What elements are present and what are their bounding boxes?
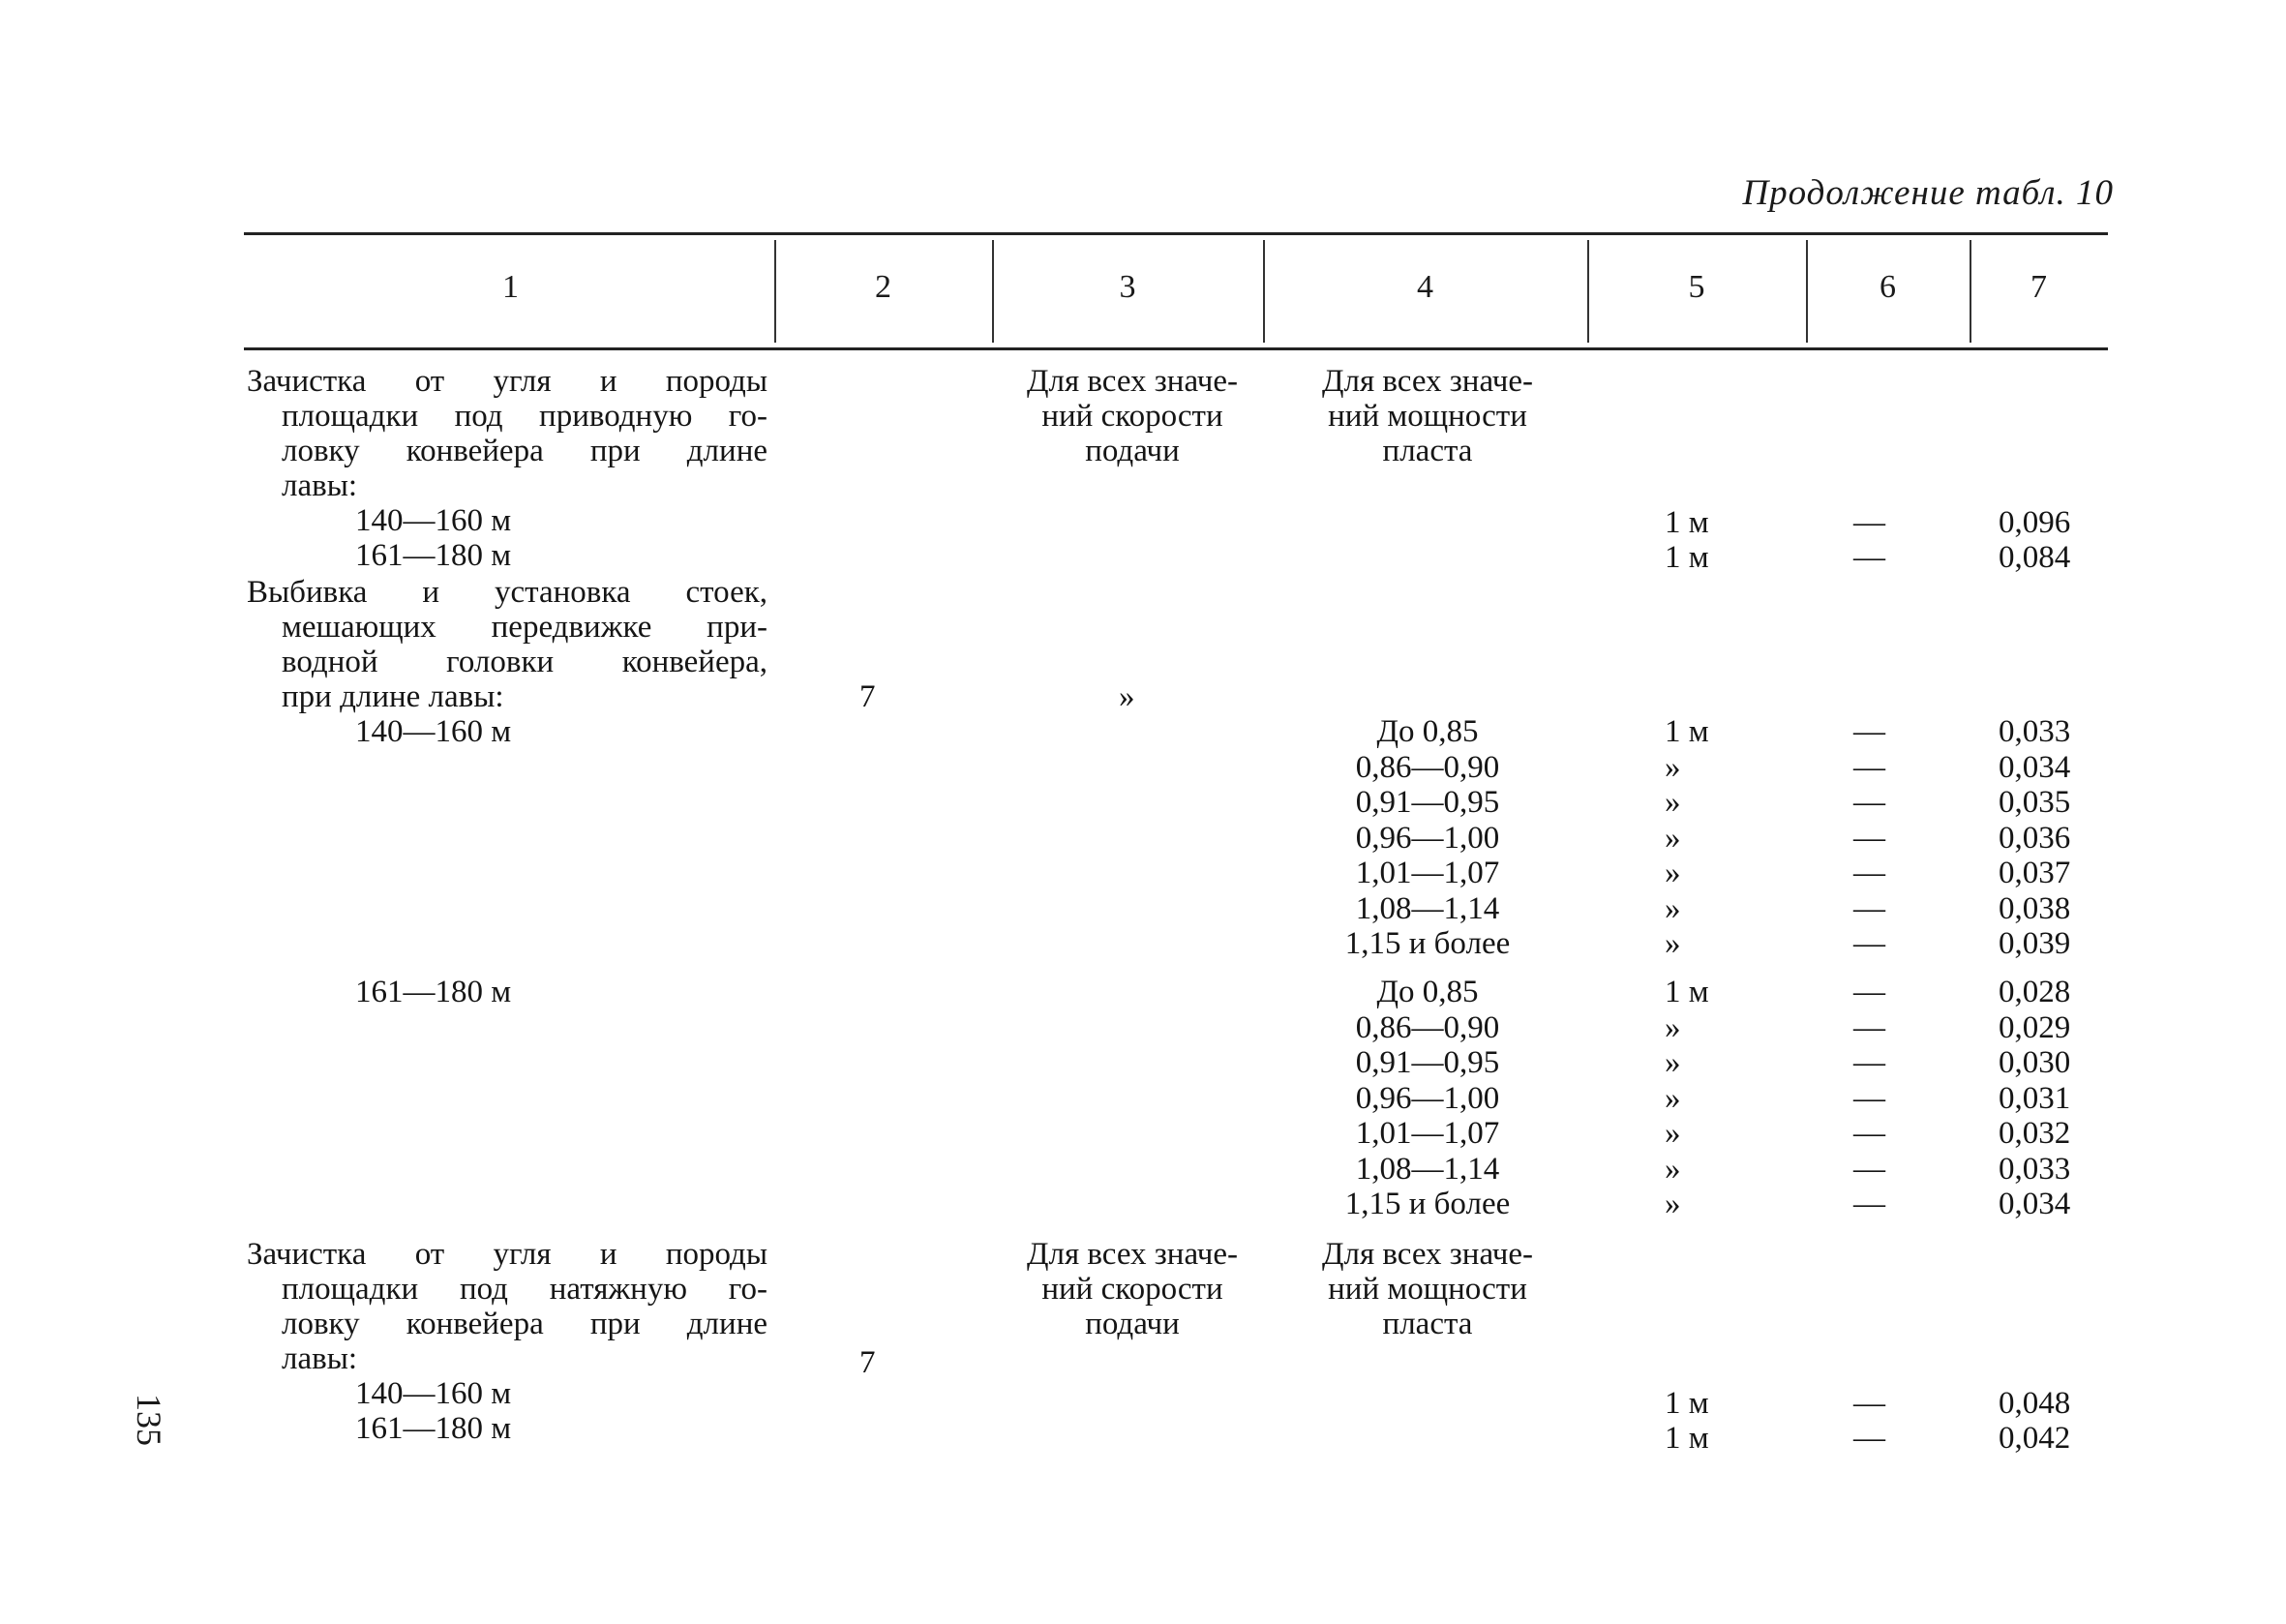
unit-cell: »: [1665, 1080, 1681, 1116]
table-caption: Продолжение табл. 10: [1742, 173, 2114, 213]
col2-value: 7: [859, 679, 876, 714]
dash-cell: —: [1853, 856, 1885, 890]
unit-cell: »: [1665, 1009, 1681, 1045]
header-col-3: 3: [1119, 269, 1136, 305]
length-label: 161—180 м: [355, 538, 512, 573]
header-col-4: 4: [1417, 269, 1433, 305]
col4-line: ний мощности: [1328, 1272, 1527, 1307]
unit-cell: 1 м: [1665, 1421, 1709, 1456]
dash-cell: —: [1853, 1116, 1885, 1151]
value-cell: 0,028: [1999, 975, 2071, 1009]
page-number: 135: [130, 1394, 168, 1446]
dash-cell: —: [1853, 540, 1885, 575]
thickness-cell: 0,91—0,95: [1355, 1045, 1500, 1080]
col2-value: 7: [859, 1345, 876, 1380]
value-cell: 0,030: [1999, 1045, 2071, 1080]
desc-line: ловку конвейера при длине: [282, 434, 767, 468]
desc-line: Выбивка и установка стоек,: [247, 575, 767, 610]
length-label: 161—180 м: [355, 975, 512, 1009]
dash-cell: —: [1853, 1421, 1885, 1456]
thickness-cell: 1,01—1,07: [1355, 1116, 1500, 1151]
desc-line: Зачистка от угля и породы: [247, 364, 767, 399]
thickness-cell: 0,96—1,00: [1355, 820, 1500, 856]
dash-cell: —: [1853, 785, 1885, 820]
dash-cell: —: [1853, 1187, 1885, 1221]
header-col-5: 5: [1688, 269, 1705, 305]
dash-cell: —: [1853, 1080, 1885, 1116]
unit-cell: »: [1665, 1151, 1681, 1187]
unit-cell: »: [1665, 820, 1681, 856]
value-cell: 0,096: [1999, 505, 2071, 540]
col3-ditto: »: [1119, 679, 1135, 714]
dash-cell: —: [1853, 1386, 1885, 1421]
desc-line: лавы:: [282, 1341, 358, 1376]
table-top-rule: [244, 232, 2108, 235]
value-cell: 0,029: [1999, 1009, 2071, 1045]
unit-cell: »: [1665, 890, 1681, 926]
desc-line: площадки под натяжную го-: [282, 1272, 767, 1307]
block1-description: [247, 364, 767, 573]
desc-line: площадки под приводную го-: [282, 399, 767, 434]
unit-cell: 1 м: [1665, 540, 1709, 575]
value-cell: 0,037: [1999, 856, 2071, 890]
col3-line: подачи: [1085, 434, 1180, 468]
unit-cell: »: [1665, 926, 1681, 961]
length-label: 140—160 м: [355, 503, 512, 538]
length-label: 140—160 м: [355, 1376, 512, 1411]
thickness-cell: 1,01—1,07: [1355, 856, 1500, 890]
block1-col3: [992, 364, 1273, 468]
dash-cell: —: [1853, 1151, 1885, 1187]
value-cell: 0,039: [1999, 926, 2071, 961]
dash-cell: —: [1853, 926, 1885, 961]
value-cell: 0,042: [1999, 1421, 2071, 1456]
length-label: 140—160 м: [355, 714, 512, 749]
col3-line: Для всех значе-: [1026, 1237, 1239, 1272]
unit-cell: »: [1665, 1116, 1681, 1151]
header-col-2: 2: [875, 269, 891, 305]
dash-cell: —: [1853, 1045, 1885, 1080]
dash-cell: —: [1853, 714, 1885, 749]
unit-cell: 1 м: [1665, 1386, 1709, 1421]
thickness-cell: 1,08—1,14: [1355, 890, 1500, 926]
col4-line: пласта: [1382, 434, 1473, 468]
dash-cell: —: [1853, 749, 1885, 785]
value-cell: 0,034: [1999, 1187, 2071, 1221]
col3-line: подачи: [1085, 1307, 1180, 1341]
thickness-cell: 0,86—0,90: [1355, 1009, 1500, 1045]
header-col-1: 1: [502, 269, 519, 305]
dash-cell: —: [1853, 505, 1885, 540]
value-cell: 0,036: [1999, 820, 2071, 856]
value-cell: 0,038: [1999, 890, 2071, 926]
thickness-cell: 1,15 и более: [1344, 926, 1511, 961]
unit-cell: 1 м: [1665, 975, 1709, 1009]
desc-line: ловку конвейера при длине: [282, 1307, 767, 1341]
value-cell: 0,048: [1999, 1386, 2071, 1421]
value-cell: 0,084: [1999, 540, 2071, 575]
thickness-cell: 0,91—0,95: [1355, 785, 1500, 820]
value-cell: 0,031: [1999, 1080, 2071, 1116]
dash-cell: —: [1853, 820, 1885, 856]
block1-col4: [1282, 364, 1573, 468]
thickness-cell: 0,86—0,90: [1355, 749, 1500, 785]
desc-line: при длине лавы:: [282, 679, 504, 714]
col4-line: пласта: [1382, 1307, 1473, 1341]
block3-col4: [1282, 1237, 1573, 1341]
unit-cell: 1 м: [1665, 714, 1709, 749]
unit-cell: »: [1665, 1045, 1681, 1080]
col3-line: ний скорости: [1041, 1272, 1223, 1307]
block3-description: [247, 1237, 767, 1446]
col3-line: Для всех значе-: [1026, 364, 1239, 399]
dash-cell: —: [1853, 975, 1885, 1009]
unit-cell: »: [1665, 856, 1681, 890]
value-cell: 0,033: [1999, 1151, 2071, 1187]
thickness-cell: 0,96—1,00: [1355, 1080, 1500, 1116]
block3-col3: [992, 1237, 1273, 1341]
value-cell: 0,034: [1999, 749, 2071, 785]
table-header-rule: [244, 347, 2108, 350]
unit-cell: »: [1665, 1187, 1681, 1221]
col3-line: ний скорости: [1041, 399, 1223, 434]
desc-line: лавы:: [282, 468, 358, 503]
header-col-7: 7: [2030, 269, 2047, 305]
desc-line: водной головки конвейера,: [282, 645, 767, 679]
col4-line: Для всех значе-: [1321, 1237, 1534, 1272]
thickness-cell: 1,15 и более: [1344, 1187, 1511, 1221]
dash-cell: —: [1853, 1009, 1885, 1045]
unit-cell: »: [1665, 785, 1681, 820]
unit-cell: 1 м: [1665, 505, 1709, 540]
thickness-cell: До 0,85: [1376, 714, 1479, 749]
dash-cell: —: [1853, 890, 1885, 926]
header-col-6: 6: [1880, 269, 1896, 305]
thickness-cell: До 0,85: [1376, 975, 1479, 1009]
block2-description: [247, 575, 767, 749]
value-cell: 0,035: [1999, 785, 2071, 820]
desc-line: Зачистка от угля и породы: [247, 1237, 767, 1272]
desc-line: мешающих передвижке при-: [282, 610, 767, 645]
col4-line: ний мощности: [1328, 399, 1527, 434]
col4-line: Для всех значе-: [1321, 364, 1534, 399]
value-cell: 0,033: [1999, 714, 2071, 749]
length-label: 161—180 м: [355, 1411, 512, 1446]
value-cell: 0,032: [1999, 1116, 2071, 1151]
thickness-cell: 1,08—1,14: [1355, 1151, 1500, 1187]
unit-cell: »: [1665, 749, 1681, 785]
